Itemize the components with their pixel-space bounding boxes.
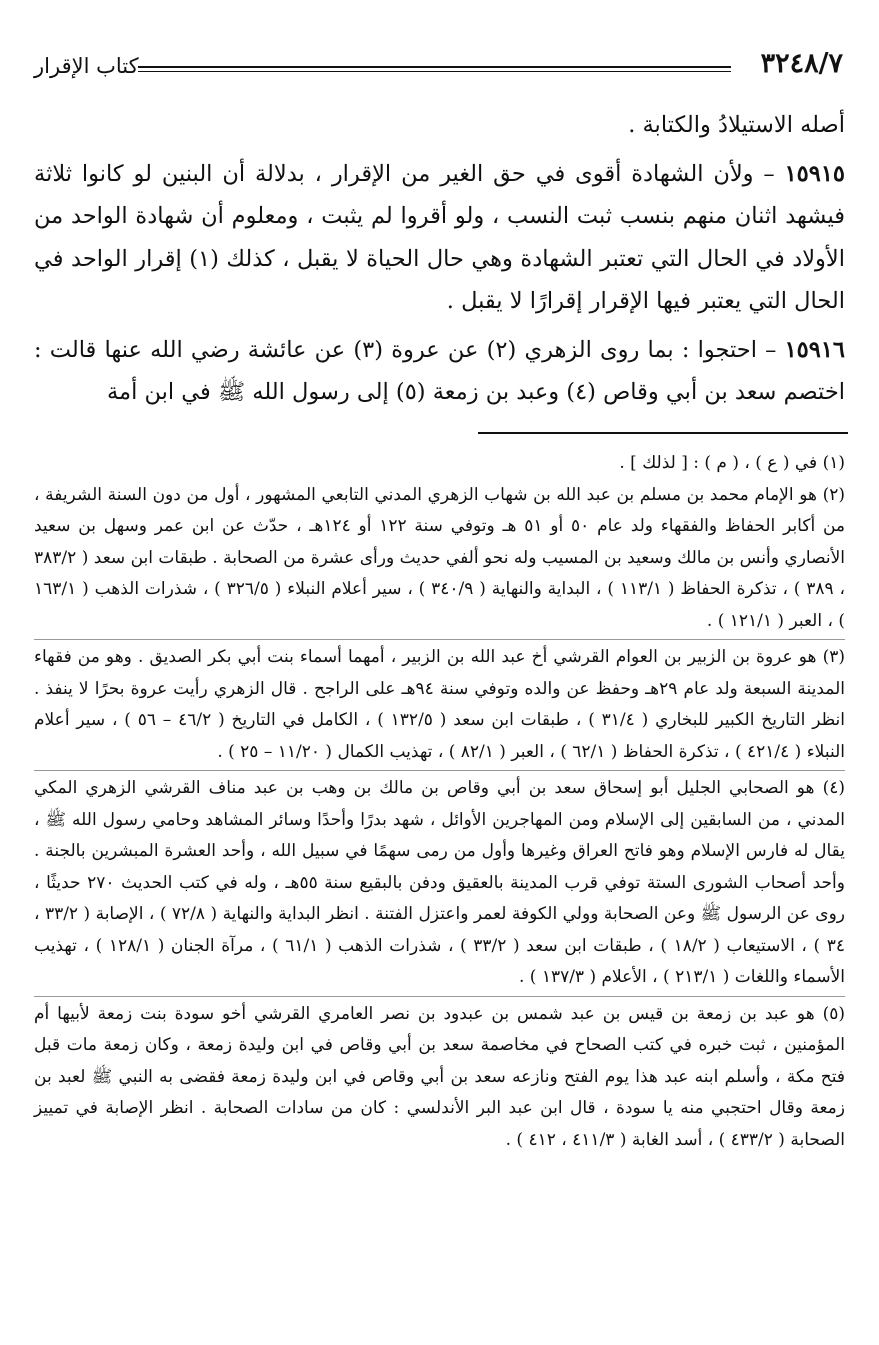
footnote-divider	[478, 432, 848, 434]
header-rule	[138, 66, 731, 72]
footnote-1: (١) في ( ع ) ، ( م ) : [ لذلك ] .	[619, 453, 845, 473]
footnote-separator	[34, 996, 845, 997]
footnote-4: (٤) هو الصحابي الجليل أبو إسحاق سعد بن أبي وقاص بن مالك بن وهب بن عبد مناف القرشي الزهري المكي المدني ، من السابقين إلى الإسلام ومن المهاجرين الأوائل ، شهد بدرًا وأحدًا وسائر المشاهد وحامي رسول الله ﷺ ، يقال له فارس الإسلام وهو فاتح العراق وغيرها وأول من رمى سهمًا في سبيل الله ، وأحد العشرة المبشرين بالجنة . وأحد أصحاب الشورى الستة توفي قرب المدينة بالعقيق ودفن بالبقيع سنة ٥٥هـ ، وله في كتب الحديث ٢٧٠ حديثًا ، روى عن الرسول ﷺ وعن الصحابة وولي الكوفة لعمر واعتزل الفتنة . انظر البداية والنهاية ( ٧٢/٨ ) ، الإصابة ( ٣٣/٢ ، ٣٤ ) ، الاستيعاب ( ١٨/٢ ) ، طبقات ابن سعد ( ٣٣/٢ ) ، شذرات الذهب ( ٦١/١ ) ، مرآة الجنان ( ١٢٨/١ ) ، تهذيب الأسماء واللغات ( ٢١٣/١ ) ، الأعلام ( ١٣٧/٣ ) .	[34, 778, 846, 987]
paragraph-number: ١٥٩١٦	[784, 336, 846, 363]
footnote-3: (٣) هو عروة بن الزبير بن العوام القرشي أخ عبد الله بن الزبير ، أمهما أسماء بنت أبي بكر الصديق . وهو من فقهاء المدينة السبعة ولد عام ٢٩هـ وحفظ عن والده وتوفي سنة ٩٤هـ على الراجح . قال الزهري رأيت عروة بحرًا لا ينفذ . انظر التاريخ الكبير للبخاري ( ٣١/٤ ) ، طبقات ابن سعد ( ١٣٢/٥ ) ، الكامل في التاريخ ( ٤٦/٢ – ٥٦ ) ، سير أعلام النبلاء ( ٤٢١/٤ ) ، تذكرة الحفاظ ( ٦٢/١ ) ، العبر ( ٨٢/١ ) ، تهذيب الكمال ( ١١/٢٠ – ٢٥ ) .	[34, 647, 846, 762]
footnote-5: (٥) هو عبد بن زمعة بن قيس بن عبد شمس بن عبدود بن نصر العامري القرشي أخو سودة بنت زمعة لأبيها أم المؤمنين ، ثبت خبره في كتب الصحاح في مخاصمة سعد بن أبي وقاص في ابن وليدة زمعة ، وكان زمعة مات قبل فتح مكة ، وأسلم ابنه عبد هذا يوم الفتح ونازعه سعد بن أبي وقاص في ابن وليدة زمعة فقضى به النبي ﷺ لعبد بن زمعة وقال احتجبي منه يا سودة ، قال ابن عبد البر الأندلسي : كان من سادات الصحابة . انظر الإصابة في تمييز الصحابة ( ٤٣٣/٢ ) ، أسد الغابة ( ٤١١/٣ ، ٤١٢ ) .	[34, 1003, 845, 1150]
main-text	[34, 104, 845, 420]
book-title: كتاب الإقرار	[34, 54, 139, 78]
intro-line: أصله الاستيلادُ والكتابة .	[628, 112, 845, 138]
paragraph-text: – احتجوا : بما روى الزهري (٢) عن عروة (٣) عن عائشة رضي الله عنها قالت : اختصم سعد بن أبي وقاص (٤) وعبد بن زمعة (٥) إلى رسول الله ﷺ في ابن أمة	[34, 336, 845, 405]
page-header	[30, 48, 849, 88]
paragraph-15916	[34, 329, 845, 414]
paragraph-number: ١٥٩١٥	[784, 160, 845, 187]
footnote-2: (٢) هو الإمام محمد بن مسلم بن عبد الله بن شهاب الزهري المدني التابعي المشهور ، أول من دون السنة الشريفة ، من أكابر الحفاظ والفقهاء ولد عام ٥٠ أو ٥١ هـ وتوفي سنة ١٢٢ أو ١٢٤هـ ، حدّث عن ابن عمر وسهل بن سعيد الأنصاري وأنس بن مالك وسعيد بن المسيب وله نحو ألفي حديث ورأى عشرة من الصحابة . طبقات ابن سعد ( ٣٨٣/٢ ، ٣٨٩ ) ، تذكرة الحفاظ ( ١١٣/١ ) ، البداية والنهاية ( ٣٤٠/٩ ) ، سير أعلام النبلاء ( ٣٢٦/٥ ) ، شذرات الذهب ( ١٦٣/١ ) ، العبر ( ١٢١/١ ) .	[34, 484, 846, 631]
paragraph-15915	[34, 153, 845, 323]
footnote-separator	[34, 639, 845, 640]
paragraph-text: – ولأن الشهادة أقوى في حق الغير من الإقرار ، بدلالة أن البنين لو كانوا ثلاثة فيشهد اثنان منهم بنسب ثبت النسب ، ولو أقروا لم يثبت ، ومعلوم أن شهادة الواحد من الأولاد في الحال التي تعتبر الشهادة وهي حال الحياة لا يقبل ، كذلك (١) إقرار الواحد في الحال التي يعتبر فيها الإقرار إقرارًا لا يقبل .	[34, 160, 845, 314]
footnote-separator	[34, 770, 845, 771]
footnotes	[34, 448, 845, 1156]
page-number: ٣٢٤٨/٧	[760, 48, 843, 79]
